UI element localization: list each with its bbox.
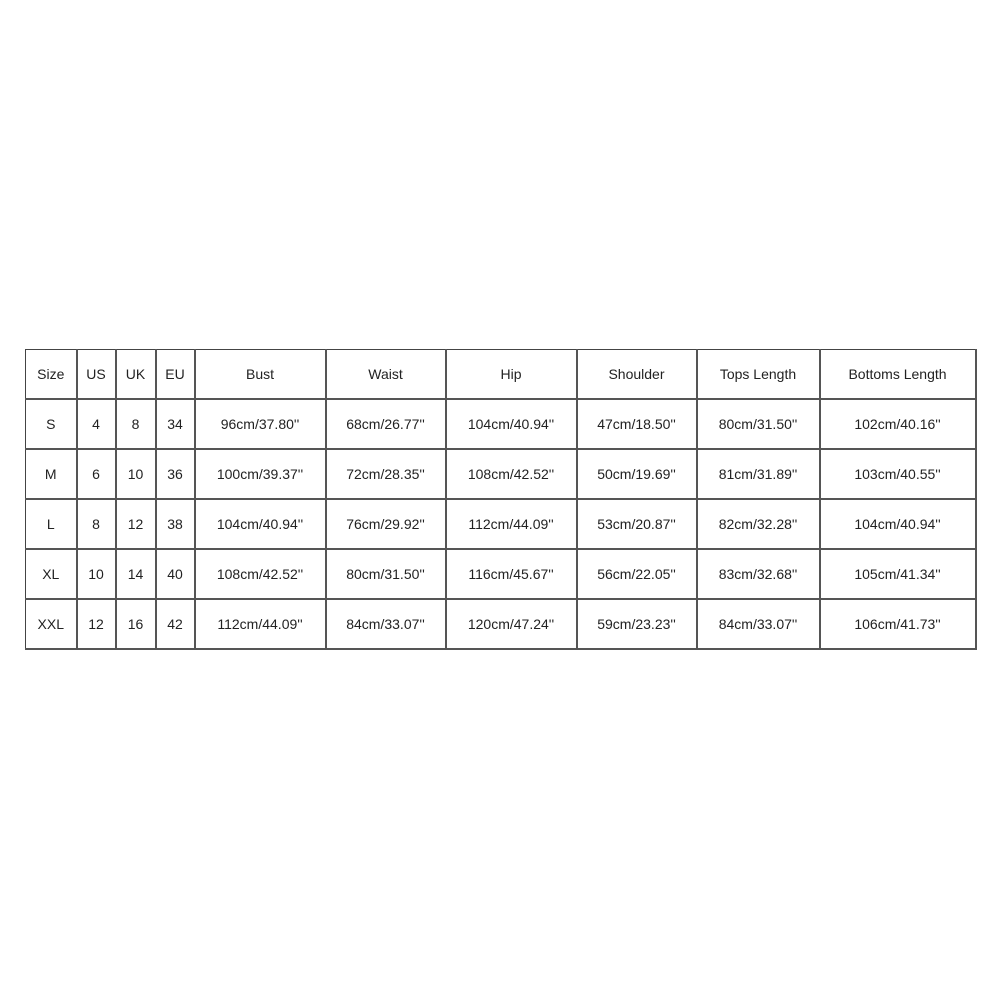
cell-shoulder: 59cm/23.23'' (577, 599, 697, 649)
header-tops-length: Tops Length (697, 350, 820, 400)
cell-bottoms-length: 103cm/40.55'' (820, 449, 976, 499)
header-shoulder: Shoulder (577, 350, 697, 400)
table-row (26, 499, 976, 549)
cell-tops-length: 81cm/31.89'' (697, 449, 820, 499)
cell-bust: 100cm/39.37'' (195, 449, 326, 499)
cell-tops-length: 80cm/31.50'' (697, 399, 820, 449)
cell-bottoms-length: 105cm/41.34'' (820, 549, 976, 599)
cell-eu: 34 (156, 399, 195, 449)
cell-waist: 76cm/29.92'' (326, 499, 446, 549)
header-uk: UK (116, 350, 156, 400)
cell-tops-length: 84cm/33.07'' (697, 599, 820, 649)
cell-waist: 72cm/28.35'' (326, 449, 446, 499)
cell-bust: 96cm/37.80'' (195, 399, 326, 449)
cell-size: S (26, 399, 77, 449)
cell-uk: 14 (116, 549, 156, 599)
header-bust: Bust (195, 350, 326, 400)
cell-bottoms-length: 104cm/40.94'' (820, 499, 976, 549)
cell-waist: 80cm/31.50'' (326, 549, 446, 599)
table-row (26, 399, 976, 449)
cell-uk: 12 (116, 499, 156, 549)
table-row (26, 449, 976, 499)
cell-waist: 84cm/33.07'' (326, 599, 446, 649)
cell-shoulder: 53cm/20.87'' (577, 499, 697, 549)
cell-size: L (26, 499, 77, 549)
cell-us: 4 (77, 399, 116, 449)
table-row (26, 599, 976, 649)
header-size: Size (26, 350, 77, 400)
cell-hip: 108cm/42.52'' (446, 449, 577, 499)
cell-bust: 108cm/42.52'' (195, 549, 326, 599)
header-us: US (77, 350, 116, 400)
table-row (26, 549, 976, 599)
cell-size: XL (26, 549, 77, 599)
header-bottoms-length: Bottoms Length (820, 350, 976, 400)
cell-eu: 36 (156, 449, 195, 499)
cell-bust: 112cm/44.09'' (195, 599, 326, 649)
cell-uk: 8 (116, 399, 156, 449)
cell-waist: 68cm/26.77'' (326, 399, 446, 449)
cell-eu: 42 (156, 599, 195, 649)
cell-us: 8 (77, 499, 116, 549)
cell-bottoms-length: 102cm/40.16'' (820, 399, 976, 449)
cell-us: 6 (77, 449, 116, 499)
cell-hip: 116cm/45.67'' (446, 549, 577, 599)
size-chart-table (25, 349, 977, 650)
cell-tops-length: 83cm/32.68'' (697, 549, 820, 599)
cell-size: XXL (26, 599, 77, 649)
cell-hip: 120cm/47.24'' (446, 599, 577, 649)
cell-shoulder: 50cm/19.69'' (577, 449, 697, 499)
cell-shoulder: 47cm/18.50'' (577, 399, 697, 449)
header-hip: Hip (446, 350, 577, 400)
cell-uk: 10 (116, 449, 156, 499)
cell-eu: 40 (156, 549, 195, 599)
cell-tops-length: 82cm/32.28'' (697, 499, 820, 549)
cell-bottoms-length: 106cm/41.73'' (820, 599, 976, 649)
header-row (26, 350, 976, 400)
cell-bust: 104cm/40.94'' (195, 499, 326, 549)
header-eu: EU (156, 350, 195, 400)
cell-hip: 104cm/40.94'' (446, 399, 577, 449)
cell-uk: 16 (116, 599, 156, 649)
cell-shoulder: 56cm/22.05'' (577, 549, 697, 599)
cell-us: 10 (77, 549, 116, 599)
cell-hip: 112cm/44.09'' (446, 499, 577, 549)
cell-size: M (26, 449, 77, 499)
cell-us: 12 (77, 599, 116, 649)
cell-eu: 38 (156, 499, 195, 549)
header-waist: Waist (326, 350, 446, 400)
